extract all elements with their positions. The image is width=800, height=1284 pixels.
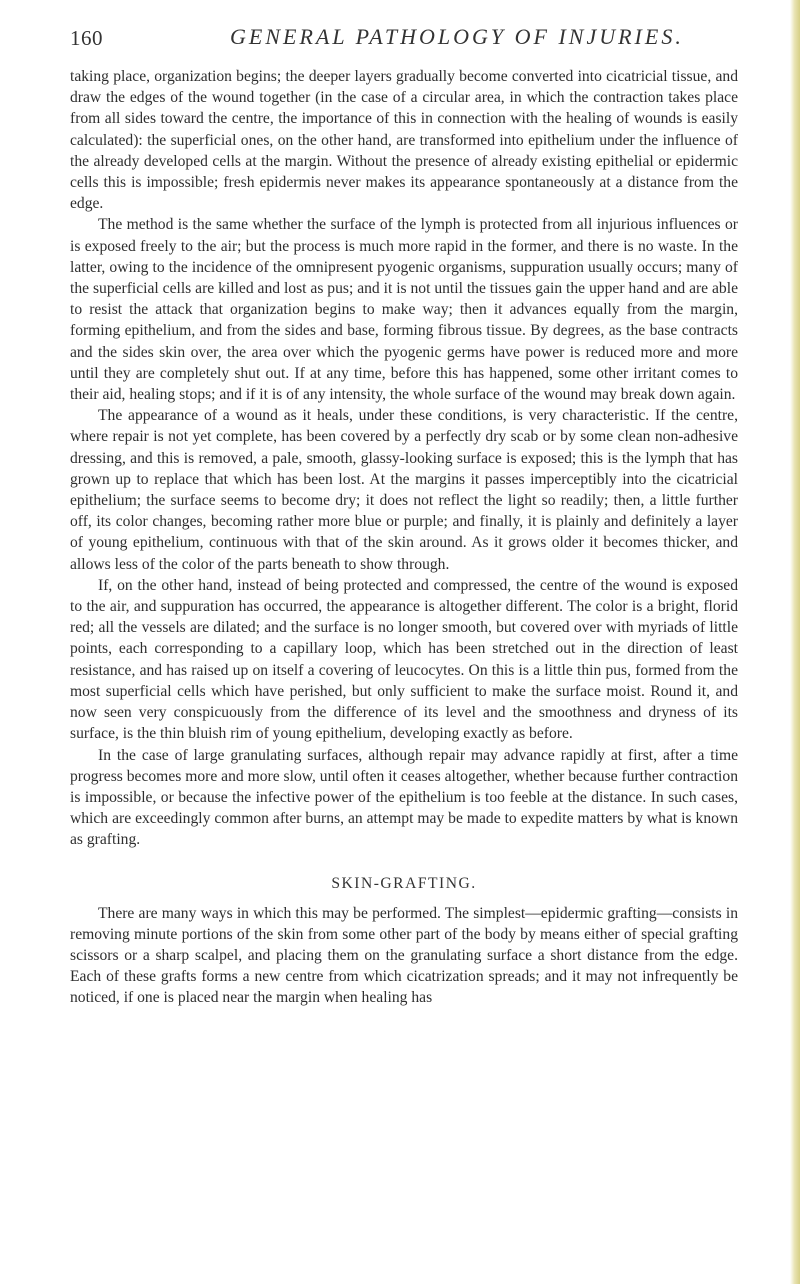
paragraph-appearance: The appearance of a wound as it heals, under these conditions, is very characteristic. If the centre, where repair is not yet complete, has been covered by a perfectly dry scab or by some clean non-adhesive dressing, and this is removed, a pale, smooth, glassy-looking surface is exposed; this is the lymph that has grown up to replace that which has been lost. At the margins it passes imperceptibly into the cicatricial epithelium; the surface seems to become dry; it does not reflect the light so readily; then, a little further off, its color changes, becoming rather more blue or purple; and finally, it is plainly and definitely a layer of young epithelium, continuous with that of the skin around. As it grows older it becomes thicker, and allows less of the color of the parts beneath to show through. [70, 407, 738, 573]
paragraph-method: The method is the same whether the surface of the lymph is protected from all injurious influences or is exposed freely to the air; but the process is much more rapid in the former, and there is no waste. In the latter, owing to the incidence of the omnipresent pyogenic organisms, suppuration usually occurs; many of the superficial cells are killed and lost as pus; and it is not until the tissues gain the upper hand and are able to resist the attack that organization begins to make way; then it advances equally from the margin, forming epithelium, and from the sides and base, forming fibrous tissue. By degrees, as the base contracts and the sides skin over, the area over which the pyogenic germs have power is reduced more and more until they are completely shut out. If at any time, before this has happened, some other irritant comes to their aid, healing stops; and if it is of any intensity, the whole surface of the wound may break down again. [70, 216, 738, 404]
paragraph-large-surfaces: In the case of large granulating surfaces, although repair may advance rapidly at first, after a time progress becomes more and more slow, until often it ceases altogether, whether because further contraction is impossible, or because the infective power of the epithelium is too feeble at the distance. In such cases, which are exceedingly common after burns, an attempt may be made to expedite matters by what is known as grafting. [70, 746, 738, 849]
page-edge [790, 0, 800, 1284]
paragraph-continuation: taking place, organization begins; the deeper layers gradually become converted into cicatricial tissue, and draw the edges of the wound together (in the case of a circular area, in which the contraction takes place from all sides toward the centre, the importance of this in connection with the healing of wounds is easily calculated): the superficial ones, on the other hand, are transformed into epithelium under the influence of the already developed cells at the margin. Without the presence of already existing epithelial or epidermic cells this is impossible; fresh epidermis never makes its appearance spontaneously at a distance from the edge. [70, 68, 738, 213]
page-header [70, 18, 740, 58]
paragraph-exposed-wound: If, on the other hand, instead of being protected and compressed, the centre of the wound is exposed to the air, and suppuration has occurred, the appearance is altogether different. The color is a bright, florid red; all the vessels are dilated; and the surface is no longer smooth, but covered over with myriads of little points, each corresponding to a capillary loop, which has been stretched out in the direction of least resistance, and has raised up on itself a covering of leucocytes. On this is a little thin pus, formed from the most superficial cells which have perished, but only sufficient to make the surface moist. Round it, and now seen very conspicuously from the difference of its level and the smoothness and dryness of its surface, is the thin bluish rim of young epithelium, developing exactly as before. [70, 576, 738, 743]
paragraph-skin-grafting: There are many ways in which this may be performed. The simplest—epidermic grafting—consists in removing minute portions of the skin from some other part of the body by means either of special grafting scissors or a sharp scalpel, and placing them on the granulating surface a short distance from the edge. Each of these grafts forms a new centre from which cicatrization spreads; and it may not infrequently be noticed, if one is placed near the margin when healing has [70, 904, 738, 1007]
page-number: 160 [70, 26, 103, 50]
body-text [70, 66, 738, 1009]
section-heading: SKIN-GRAFTING. [331, 874, 477, 892]
running-head: GENERAL PATHOLOGY OF INJURIES. [230, 24, 684, 49]
